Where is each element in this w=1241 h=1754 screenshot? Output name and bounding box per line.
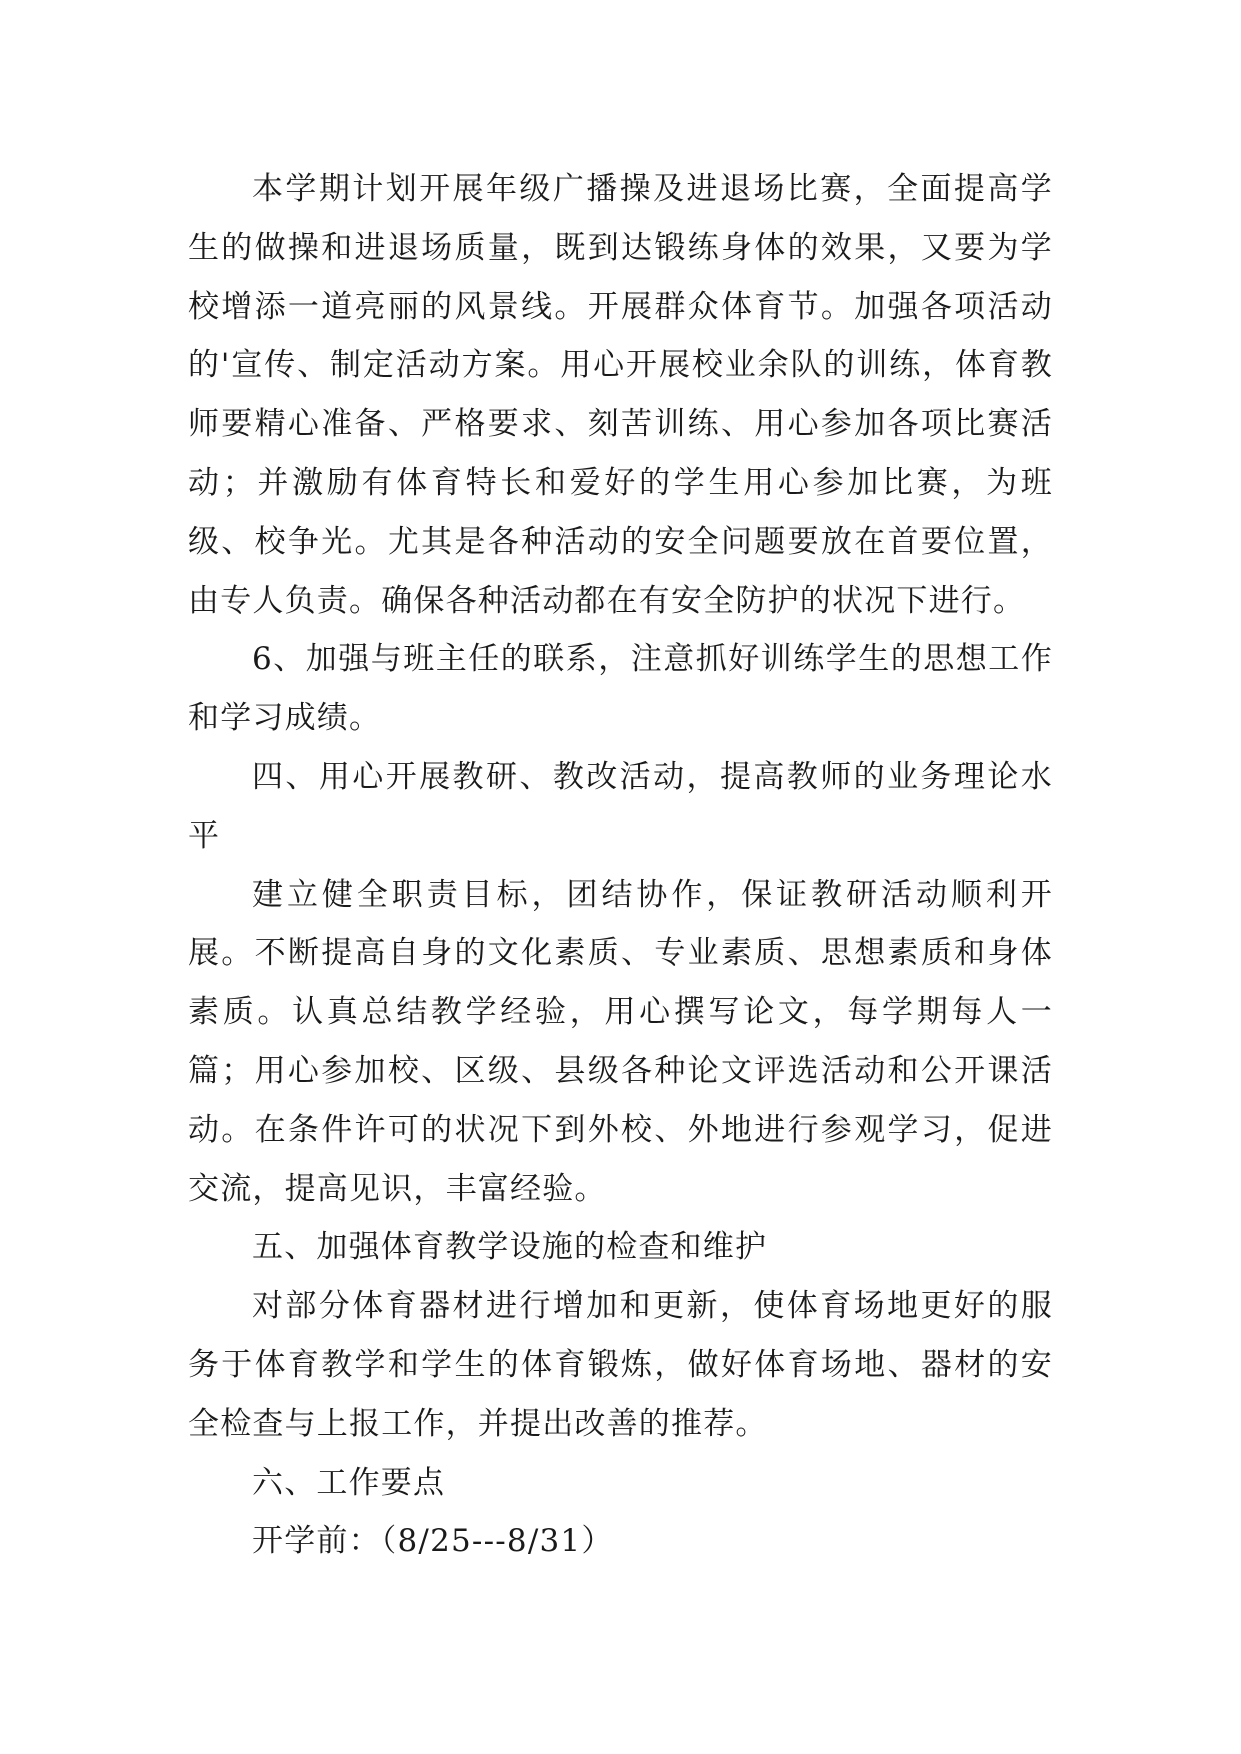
paragraph-schedule-start: 开学前：（8/25---8/31）: [252, 1523, 614, 1560]
paragraph-facilities: 对部分体育器材进行增加和更新，使体育场地更好的服务于体育教学和学生的体育锻炼，做好体育场地、器材的安全检查与上报工作，并提出改善的推荐。: [188, 1288, 1053, 1442]
section-heading-6: 六、工作要点: [252, 1464, 446, 1501]
document-body: [188, 160, 1053, 1571]
paragraph-item-6: 6、加强与班主任的联系，注意抓好训练学生的思想工作和学习成绩。: [188, 641, 1053, 737]
section-heading-4: 四、用心开展教研、教改活动，提高教师的业务理论水平: [188, 758, 1053, 854]
section-heading-5: 五、加强体育教学设施的检查和维护: [252, 1229, 768, 1266]
paragraph-teaching-research: 建立健全职责目标，团结协作，保证教研活动顺利开展。不断提高自身的文化素质、专业素质、思想素质和身体素质。认真总结教学经验，用心撰写论文，每学期每人一篇；用心参加校、区级、县级各种论文评选活动和公开课活动。在条件许可的状况下到外校、外地进行参观学习，促进交流，提高见识，丰富经验。: [188, 876, 1053, 1207]
paragraph-activities: 本学期计划开展年级广播操及进退场比赛，全面提高学生的做操和进退场质量，既到达锻练身体的效果，又要为学校增添一道亮丽的风景线。开展群众体育节。加强各项活动的'宣传、制定活动方案。用心开展校业余队的训练，体育教师要精心准备、严格要求、刻苦训练、用心参加各项比赛活动；并激励有体育特长和爱好的学生用心参加比赛，为班级、校争光。尤其是各种活动的安全问题要放在首要位置，由专人负责。确保各种活动都在有安全防护的状况下进行。: [188, 171, 1053, 619]
